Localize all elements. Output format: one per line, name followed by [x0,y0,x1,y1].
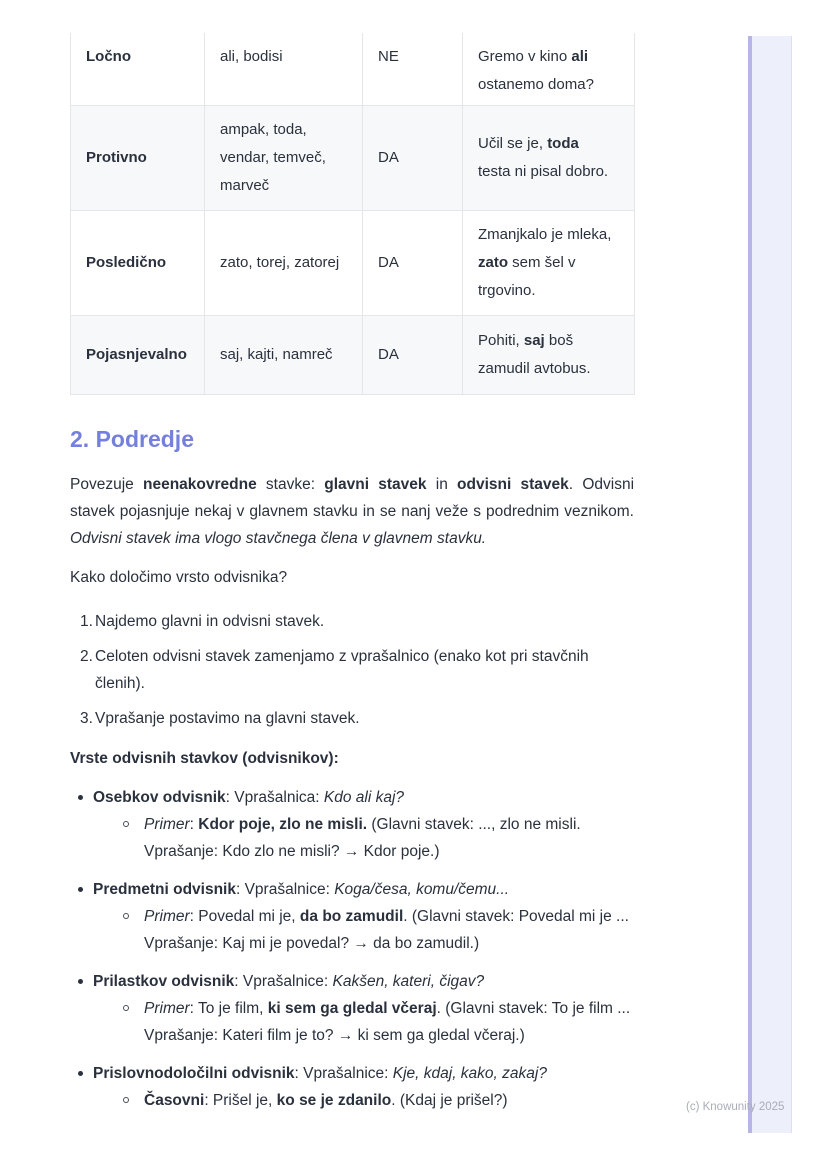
list-item [70,968,670,1049]
question-paragraph: Kako določimo vrsto odvisnika? [70,568,288,586]
row-type-cell: Ločno [71,33,205,105]
types-list [70,784,670,1114]
type-title: Prilastkov odvisnik: Vprašalnice: Kakšen, kateri, čigav? [93,972,485,990]
type-example-row [70,903,670,957]
steps-list [70,608,670,732]
row-type-cell: Protivno [71,105,205,210]
row-conjunctions-cell: ali, bodisi [205,33,363,105]
type-example: Časovni: Prišel je, ko se je zdanilo. (Kdaj je prišel?) [144,1091,508,1109]
conjunction-types-table [70,33,635,395]
row-type-cell: Pojasnjevalno [71,315,205,394]
table-row [71,105,635,210]
row-comma-cell: DA [363,105,463,210]
bullet-icon [78,968,93,995]
row-comma-cell: NE [363,33,463,105]
list-item [70,643,670,697]
bullet-icon [78,1060,93,1087]
bullet-icon [78,876,93,903]
row-example-cell: Zmanjkalo je mleka, zato sem šel v trgovino. [463,210,635,315]
type-example-row [70,995,670,1049]
row-type-cell: Posledično [71,210,205,315]
circle-bullet-icon [123,995,144,1049]
section-heading: 2. Podredje [70,425,194,452]
row-comma-cell: DA [363,210,463,315]
type-title-row [70,1060,670,1087]
circle-bullet-icon [123,811,144,865]
types-heading: Vrste odvisnih stavkov (odvisnikov): [70,749,339,767]
list-item [70,705,670,732]
step-number: 2. [80,647,93,665]
type-title: Predmetni odvisnik: Vprašalnice: Koga/česa, komu/čemu... [93,880,510,898]
list-item [70,784,670,865]
type-title-row [70,876,670,903]
list-item [70,608,670,635]
type-example-row [70,811,670,865]
row-example-cell: Pohiti, saj boš zamudil avtobus. [463,315,635,394]
page-edge-strip [748,36,792,1133]
table-row [71,315,635,394]
type-title-row [70,968,670,995]
circle-bullet-icon [123,903,144,957]
row-example-cell: Gremo v kino ali ostanemo doma? [463,33,635,105]
type-example-row [70,1087,670,1114]
bullet-icon [78,784,93,811]
step-text: Najdemo glavni in odvisni stavek. [95,612,325,630]
intro-paragraph: Povezuje neenakovredne stavke: glavni stavek in odvisni stavek. Odvisni stavek pojasnjuje nekaj v glavnem stavku in se nanj veže s podrednim veznikom. Odvisni stavek ima vlogo stavčnega člena v glavnem stavku. [70,475,635,547]
row-example-cell: Učil se je, toda testa ni pisal dobro. [463,105,635,210]
row-comma-cell: DA [363,315,463,394]
row-conjunctions-cell: zato, torej, zatorej [205,210,363,315]
type-title-row [70,784,670,811]
table-row [71,210,635,315]
table-row [71,33,635,105]
circle-bullet-icon [123,1087,144,1114]
row-conjunctions-cell: ampak, toda, vendar, temveč, marveč [205,105,363,210]
list-item [70,876,670,957]
step-text: Celoten odvisni stavek zamenjamo z vprašalnico (enako kot pri stavčnih členih). [95,647,589,692]
step-number: 1. [80,612,93,630]
document-content [70,33,670,1125]
type-example: Primer: To je film, ki sem ga gledal včeraj. (Glavni stavek: To je film ... Vprašanje: Kateri film je to? → ki sem ga gledal včeraj.) [144,999,631,1044]
list-item [70,1060,670,1114]
type-title: Osebkov odvisnik: Vprašalnica: Kdo ali kaj? [93,788,405,806]
step-text: Vprašanje postavimo na glavni stavek. [95,709,360,727]
watermark: (c) Knowunity 2025 [686,1101,785,1113]
row-conjunctions-cell: saj, kajti, namreč [205,315,363,394]
type-title: Prislovnodoločilni odvisnik: Vprašalnice: Kje, kdaj, kako, zakaj? [93,1064,547,1082]
step-number: 3. [80,709,93,727]
type-example: Primer: Kdor poje, zlo ne misli. (Glavni stavek: ..., zlo ne misli. Vprašanje: Kdo zlo ne misli? → Kdor poje.) [144,815,581,860]
type-example: Primer: Povedal mi je, da bo zamudil. (Glavni stavek: Povedal mi je ... Vprašanje: Kaj mi je povedal? → da bo zamudil.) [144,907,629,952]
